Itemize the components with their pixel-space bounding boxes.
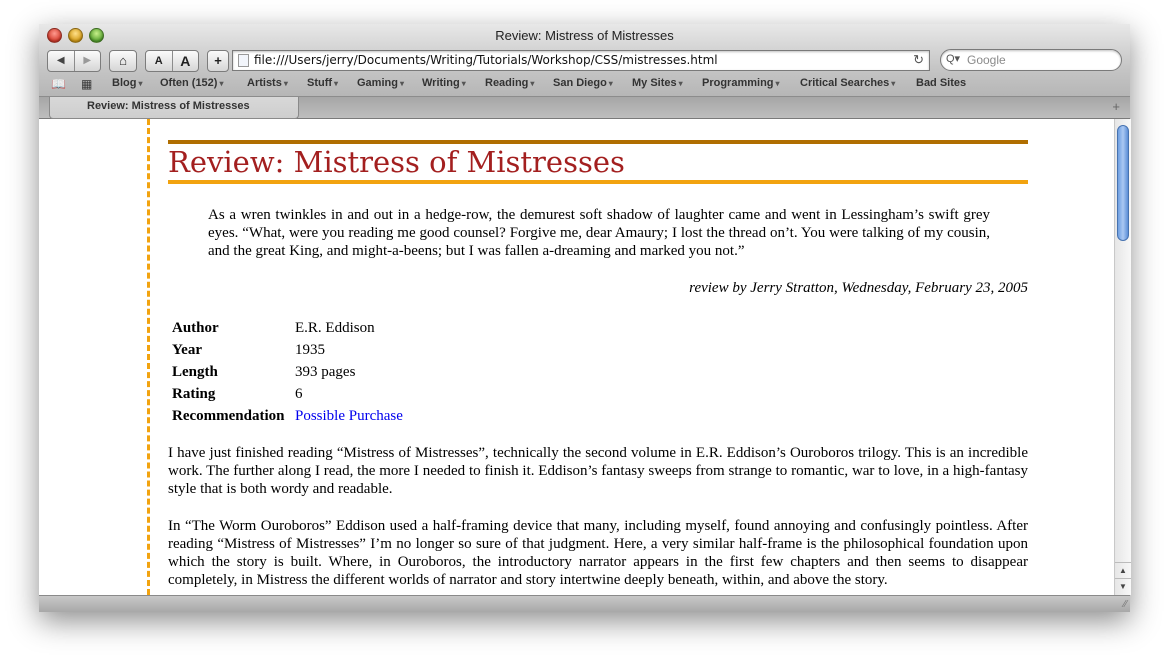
year-value: 1935 bbox=[295, 341, 325, 358]
chevron-down-icon: ▾ bbox=[138, 79, 143, 88]
bookmark-san-diego[interactable]: San Diego ▾ bbox=[553, 77, 613, 89]
status-bar bbox=[39, 595, 1130, 612]
table-row bbox=[168, 405, 407, 427]
page-content bbox=[39, 119, 1114, 595]
forward-button[interactable]: ▶ bbox=[74, 51, 101, 71]
bookmark-writing[interactable]: Writing ▾ bbox=[422, 77, 466, 89]
document-icon bbox=[238, 54, 249, 67]
page-title: Review: Mistress of Mistresses bbox=[168, 145, 625, 179]
window-title: Review: Mistress of Mistresses bbox=[495, 28, 674, 43]
vertical-scrollbar[interactable] bbox=[1114, 119, 1131, 595]
tab-bar bbox=[39, 97, 1130, 119]
back-forward-buttons bbox=[47, 50, 101, 72]
scroll-up-button[interactable]: ▲ bbox=[1115, 562, 1131, 579]
chevron-down-icon: ▾ bbox=[283, 79, 288, 88]
review-byline: review by Jerry Stratton, Wednesday, February 23, 2005 bbox=[689, 280, 1028, 296]
bookmark-stuff[interactable]: Stuff ▾ bbox=[307, 77, 339, 89]
bookmark-reading[interactable]: Reading ▾ bbox=[485, 77, 535, 89]
bookmark-often[interactable]: Often (152) ▾ bbox=[160, 77, 224, 89]
increase-text-size-button[interactable]: A bbox=[172, 51, 199, 71]
chevron-down-icon: ▾ bbox=[678, 79, 683, 88]
chevron-down-icon: ▾ bbox=[399, 79, 404, 88]
bookmark-blog[interactable]: Blog ▾ bbox=[112, 77, 143, 89]
home-icon: ⌂ bbox=[119, 53, 127, 68]
year-label: Year bbox=[172, 341, 202, 358]
chevron-down-icon: ▾ bbox=[608, 79, 613, 88]
heading-rule-bottom bbox=[168, 180, 1028, 184]
recommendation-link[interactable]: Possible Purchase bbox=[295, 407, 403, 424]
reload-icon[interactable]: ↻ bbox=[913, 52, 924, 67]
bookmark-programming[interactable]: Programming ▾ bbox=[702, 77, 780, 89]
text-size-buttons bbox=[145, 50, 199, 72]
browser-window bbox=[39, 24, 1130, 611]
table-row bbox=[168, 317, 407, 339]
length-value: 393 pages bbox=[295, 363, 356, 380]
review-paragraph: In “The Worm Ouroboros” Eddison used a half-framing device that many, including myself, found annoying and confusingly pointless. After reading “Mistress of Mistresses” I’m no longer so sure of that judgment. Here, a very similar half-frame is the philosophical foundation upon which the story is built. Where, in Ouroboros, the introductory narrator appears in the first few chapters and then seems to disappear completely, in Mistress the different worlds of narrator and story intertwine deeply beneath, within, and above the story. bbox=[168, 518, 1028, 588]
bookmark-artists[interactable]: Artists ▾ bbox=[247, 77, 288, 89]
table-row bbox=[168, 383, 407, 405]
tab-label: Review: Mistress of Mistresses bbox=[87, 100, 250, 112]
grid-icon[interactable]: ▦ bbox=[81, 77, 93, 91]
address-bar[interactable] bbox=[232, 50, 930, 71]
bookmark-my-sites[interactable]: My Sites ▾ bbox=[632, 77, 683, 89]
bookmark-bad-sites[interactable]: Bad Sites bbox=[916, 77, 967, 89]
chevron-down-icon: ▾ bbox=[461, 79, 466, 88]
resize-grip-icon[interactable]: ⁄⁄ bbox=[1123, 599, 1127, 610]
rating-label: Rating bbox=[172, 385, 216, 402]
scroll-down-button[interactable]: ▼ bbox=[1115, 578, 1131, 595]
epigraph-quote: As a wren twinkles in and out in a hedge-row, the demurest soft shadow of laughter came and went in Lessingham’s swift grey eyes. “What, were you reading me good counsel? Forgive me, dear Amaury; I lost the thread on’t. You were talking of my cousin, and the great King, and might-a-beens; but I was fallen a-dreaming and marked you not.” bbox=[208, 207, 990, 259]
length-label: Length bbox=[172, 363, 218, 380]
home-button[interactable] bbox=[109, 50, 137, 72]
author-label: Author bbox=[172, 319, 219, 336]
chevron-down-icon: ▾ bbox=[530, 79, 535, 88]
table-row bbox=[168, 361, 407, 383]
article bbox=[147, 119, 1028, 595]
review-paragraph: I have just finished reading “Mistress of Mistresses”, technically the second volume in E.R. Eddison’s Ouroboros trilogy. This is an incredible work. The further along I read, the more I needed to finish it. Eddison’s fantasy sweeps from strange to romantic, war to love, in a high-fantasy style that is both wordy and readable. bbox=[168, 445, 1028, 497]
chevron-down-icon: ▾ bbox=[334, 79, 339, 88]
title-bar bbox=[39, 24, 1130, 97]
chevron-down-icon: ▾ bbox=[219, 79, 224, 88]
search-icon[interactable]: Q▾ bbox=[946, 53, 961, 65]
recommendation-label: Recommendation bbox=[172, 407, 285, 424]
book-info-table bbox=[168, 317, 407, 427]
tab-review[interactable] bbox=[49, 97, 299, 119]
address-url[interactable]: file:///Users/jerry/Documents/Writing/Tutorials/Workshop/CSS/mistresses.html bbox=[254, 53, 718, 67]
search-field[interactable] bbox=[940, 49, 1122, 71]
bookmark-critical-searches[interactable]: Critical Searches ▾ bbox=[800, 77, 896, 89]
bookmarks-bar bbox=[39, 74, 1130, 94]
table-row bbox=[168, 339, 407, 361]
search-placeholder: Google bbox=[967, 53, 1006, 67]
chevron-down-icon: ▾ bbox=[775, 79, 780, 88]
author-value: E.R. Eddison bbox=[295, 319, 375, 336]
scrollbar-thumb[interactable] bbox=[1117, 125, 1129, 241]
rating-value: 6 bbox=[295, 385, 303, 402]
new-tab-icon[interactable]: + bbox=[1112, 99, 1120, 114]
chevron-down-icon: ▾ bbox=[891, 79, 896, 88]
decrease-text-size-button[interactable]: A bbox=[154, 55, 163, 67]
add-bookmark-button[interactable]: + bbox=[207, 50, 229, 72]
bookmark-gaming[interactable]: Gaming ▾ bbox=[357, 77, 404, 89]
book-icon[interactable]: 📖 bbox=[51, 77, 66, 91]
back-button[interactable]: ◀ bbox=[56, 55, 65, 66]
